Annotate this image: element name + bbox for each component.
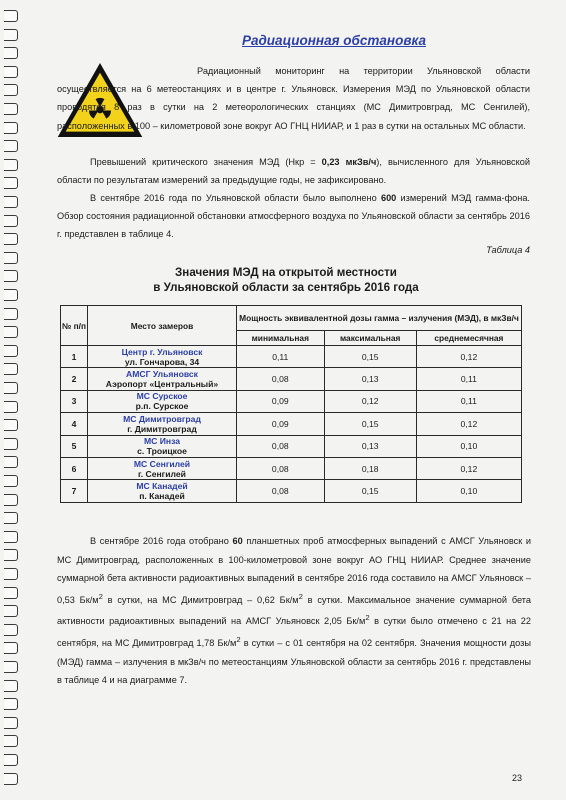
binding-hole	[4, 270, 18, 282]
binding-hole	[4, 773, 18, 785]
binding-hole	[4, 122, 18, 134]
station-address: р.п. Сурское	[135, 401, 189, 412]
binding-hole	[4, 661, 18, 673]
value-min: 0,09	[237, 390, 325, 412]
value-min: 0,08	[237, 368, 325, 390]
station-name: МС Инза	[143, 436, 181, 447]
binding-hole	[4, 233, 18, 245]
binding-hole	[4, 456, 18, 468]
binding-hole	[4, 103, 18, 115]
binding-hole	[4, 419, 18, 431]
table-row	[61, 413, 522, 435]
binding-hole	[4, 382, 18, 394]
row-number: 6	[61, 457, 88, 479]
binding-hole	[4, 215, 18, 227]
value-min: 0,11	[237, 346, 325, 368]
row-place	[88, 413, 237, 435]
value-max: 0,13	[324, 435, 416, 457]
table-row	[61, 480, 522, 502]
binding-hole	[4, 84, 18, 96]
value-min: 0,08	[237, 435, 325, 457]
header-dose: Мощность эквивалентной дозы гамма – излучения (МЭД), в мкЗв/ч	[237, 306, 522, 331]
binding-hole	[4, 401, 18, 413]
row-place	[88, 390, 237, 412]
value-max: 0,12	[324, 390, 416, 412]
binding-hole	[4, 47, 18, 59]
binding-hole	[4, 289, 18, 301]
table-title: Значения МЭД на открытой местности в Ульяновской области за сентябрь 2016 года	[153, 266, 419, 294]
row-place	[88, 480, 237, 502]
value-max: 0,13	[324, 368, 416, 390]
row-place	[88, 435, 237, 457]
binding-hole	[4, 177, 18, 189]
binding-hole	[4, 642, 18, 654]
station-address: Аэропорт «Центральный»	[105, 379, 219, 390]
value-min: 0,09	[237, 413, 325, 435]
binding-hole	[4, 252, 18, 264]
value-avg: 0,11	[416, 390, 521, 412]
paragraph-measurements: В сентябре 2016 года по Ульяновской области было выполнено 600 измерений МЭД гамма-фона. Обзор состояния радиационной обстановки атмосферного воздуха по Ульяновской области за сентябрь 2016 г. представлен в таблице 4.	[57, 193, 530, 240]
row-place	[88, 346, 237, 368]
paragraph-monitoring: Радиационный мониторинг на территории Ульяновской области осуществляется на 6 метеостанциях и в центре г. Ульяновск. Измерения МЭД по Ульяновской области проводятся 8 раз в сутки на 2 метеорологических станциях (МС Димитровград, МС Сенгилей), расположенных в 100 – километровой зоне вокруг АО ГНЦ НИИАР, и 1 раз в сутки на остальных МС области.	[57, 66, 530, 131]
value-min: 0,08	[237, 480, 325, 502]
station-address: с. Троицкое	[137, 446, 187, 457]
value-avg: 0,12	[416, 457, 521, 479]
paragraph-fallout: В сентябре 2016 года отобрано 60 планшетных проб атмосферных выпадений с АМСГ Ульяновск и МС Димитровград, расположенных в 100-километровой зоне вокруг АО ГНЦ НИИАР. Среднее значение суммарной бета активности радиоактивных выпадений в сентябре 2016 года составило на АМСГ Ульяновск – 0,53 $Бк/м^2$ в сутки, на МС Димитровград – 0,62 $Бк/м^2$ в сутки. Максимальное значение суммарной бета активности радиоактивных выпадений на АМСГ Ульяновск 2,05 $Бк/м^2$ в сутки было отмечено с 21 на 22 сентября, на МС Димитровград 1,78 $Бк/м^2$ в сутки – с 01 сентября на 02 сентября. Значения мощности дозы (МЭД) гамма – излучения в мкЗв/ч по метеостанциям Ульяновской области за сентябрь 2016 г. представлены в таблице 4 и на диаграмме 7.	[57, 536, 531, 686]
binding-hole	[4, 345, 18, 357]
row-number: 1	[61, 346, 88, 368]
value-avg: 0,10	[416, 480, 521, 502]
binding-hole	[4, 549, 18, 561]
table-row	[61, 346, 522, 368]
binding-hole	[4, 475, 18, 487]
table-row	[61, 457, 522, 479]
binding-hole	[4, 568, 18, 580]
binding-hole	[4, 587, 18, 599]
header-place: Место замеров	[88, 306, 237, 346]
value-max: 0,15	[324, 346, 416, 368]
binding-hole	[4, 698, 18, 710]
header-number: № п/п	[61, 306, 88, 346]
station-name: Центр г. Ульяновск	[121, 346, 203, 357]
table-label: Таблица 4	[486, 245, 530, 255]
row-place	[88, 457, 237, 479]
station-name: МС Димитровград	[123, 413, 201, 424]
station-name: МС Сенгилей	[133, 458, 191, 469]
dose-rate-table	[60, 305, 522, 503]
binding-hole	[4, 754, 18, 766]
value-min: 0,08	[237, 457, 325, 479]
binding-hole	[4, 326, 18, 338]
binding-hole	[4, 196, 18, 208]
header-avg: среднемесячная	[416, 331, 521, 346]
value-avg: 0,10	[416, 435, 521, 457]
binding-hole	[4, 10, 18, 22]
paragraph-critical-value: Превышений критического значения МЭД (Нкр = 0,23 мкЗв/ч), вычисленного для Ульяновской области по результатам измерений за предыдущие годы, не зафиксировано.	[57, 157, 530, 186]
binding-hole	[4, 140, 18, 152]
binding-hole	[4, 735, 18, 747]
page-number: 23	[511, 773, 522, 783]
value-avg: 0,11	[416, 368, 521, 390]
station-address: п. Канадей	[139, 491, 185, 502]
station-name: МС Сурское	[136, 391, 188, 402]
binding-hole	[4, 605, 18, 617]
binding-hole	[4, 66, 18, 78]
binding-hole	[4, 512, 18, 524]
spiral-binding	[4, 10, 20, 790]
table-row	[61, 435, 522, 457]
value-max: 0,18	[324, 457, 416, 479]
value-max: 0,15	[324, 480, 416, 502]
binding-hole	[4, 438, 18, 450]
row-number: 5	[61, 435, 88, 457]
station-address: ул. Гончарова, 34	[124, 356, 200, 367]
station-address: г. Сенгилей	[138, 468, 186, 479]
value-avg: 0,12	[416, 346, 521, 368]
binding-hole	[4, 717, 18, 729]
binding-hole	[4, 680, 18, 692]
station-name: МС Канадей	[136, 481, 188, 492]
header-min: минимальная	[237, 331, 325, 346]
value-max: 0,15	[324, 413, 416, 435]
page-title: Радиационная обстановка	[241, 33, 426, 48]
station-address: г. Димитровград	[127, 423, 197, 434]
station-name: АМСГ Ульяновск	[126, 369, 198, 380]
binding-hole	[4, 159, 18, 171]
row-number: 3	[61, 390, 88, 412]
binding-hole	[4, 363, 18, 375]
table-row	[61, 368, 522, 390]
binding-hole	[4, 624, 18, 636]
header-max: максимальная	[324, 331, 416, 346]
row-place	[88, 368, 237, 390]
binding-hole	[4, 29, 18, 41]
row-number: 4	[61, 413, 88, 435]
value-avg: 0,12	[416, 413, 521, 435]
row-number: 7	[61, 480, 88, 502]
table-row	[61, 390, 522, 412]
row-number: 2	[61, 368, 88, 390]
binding-hole	[4, 308, 18, 320]
binding-hole	[4, 531, 18, 543]
binding-hole	[4, 494, 18, 506]
